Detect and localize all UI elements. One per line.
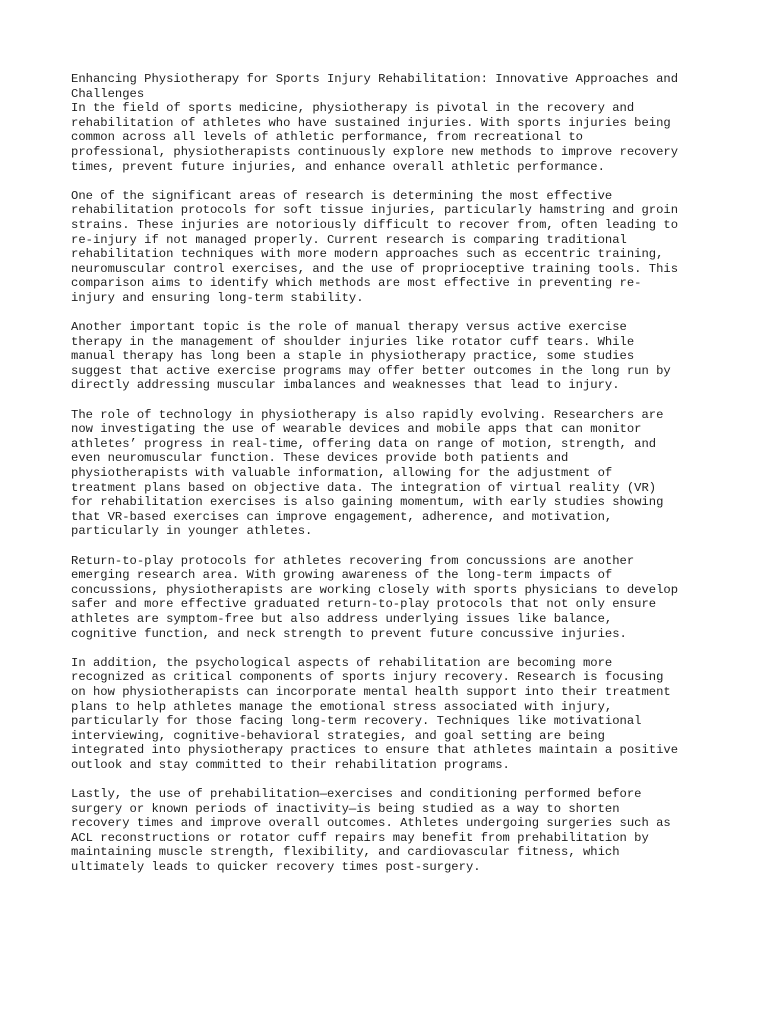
paragraph-concussion: Return-to-play protocols for athletes recovering from concussions are another emerging research area. With growing awareness of the long-term impacts of concussions, physiotherapists are working closely with sports physicians to develop safer and more effective graduated return-to-play protocols that not only ensure athletes are symptom-free but also address underlying issues like balance, cognitive function, and neck strength to prevent future concussive injuries. — [71, 553, 679, 641]
document-page — [71, 72, 711, 889]
paragraph-manual-therapy: Another important topic is the role of manual therapy versus active exercise therapy in the management of shoulder injuries like rotator cuff tears. While manual therapy has long been a staple in physiotherapy practice, some studies suggest that active exercise programs may offer better outcomes in the long run by directly addressing muscular imbalances and weaknesses that lead to injury. — [71, 320, 671, 393]
paragraph-technology: The role of technology in physiotherapy is also rapidly evolving. Researchers are now investigating the use of wearable devices and mobile apps that can monitor athletes’ progress in real-time, offering data on range of motion, strength, and even neuromuscular function. These devices provide both patients and physiotherapists with valuable information, allowing for the adjustment of treatment plans based on objective data. The integration of virtual reality (VR) for rehabilitation exercises is also gaining momentum, with early studies showing that VR-based exercises can improve engagement, adherence, and motivation, particularly in younger athletes. — [71, 407, 664, 539]
paragraph-soft-tissue: One of the significant areas of research is determining the most effective rehabilitation protocols for soft tissue injuries, particularly hamstring and groin strains. These injuries are notoriously difficult to recover from, often leading to re-injury if not managed properly. Current research is comparing traditional rehabilitation techniques with more modern approaches such as eccentric training, neuromuscular control exercises, and the use of proprioceptive training tools. This comparison aims to identify which methods are most effective in preventing re- injury and ensuring long-term stability. — [71, 188, 679, 305]
document-title: Enhancing Physiotherapy for Sports Injury Rehabilitation: Innovative Approaches and Challenges — [71, 72, 679, 101]
paragraph-psychological: In addition, the psychological aspects of rehabilitation are becoming more recognized as critical components of sports injury recovery. Research is focusing on how physiotherapists can incorporate mental health support into their treatment plans to help athletes manage the emotional stress associated with injury, particularly for those facing long-term recovery. Techniques like motivational interviewing, cognitive-behavioral strategies, and goal setting are being integrated into physiotherapy practices to ensure that athletes maintain a positive outlook and stay committed to their rehabilitation programs. — [71, 655, 679, 772]
paragraph-prehabilitation: Lastly, the use of prehabilitation—exercises and conditioning performed before surgery or known periods of inactivity—is being studied as a way to shorten recovery times and improve overall outcomes. Athletes undergoing surgeries such as ACL reconstructions or rotator cuff repairs may benefit from prehabilitation by maintaining muscle strength, flexibility, and cardiovascular fitness, which ultimately leads to quicker recovery times post-surgery. — [71, 787, 671, 875]
paragraph-intro: In the field of sports medicine, physiotherapy is pivotal in the recovery and rehabilitation of athletes who have sustained injuries. With sports injuries being common across all levels of athletic performance, from recreational to professional, physiotherapists continuously explore new methods to improve recovery times, prevent future injuries, and enhance overall athletic performance. — [71, 101, 679, 174]
